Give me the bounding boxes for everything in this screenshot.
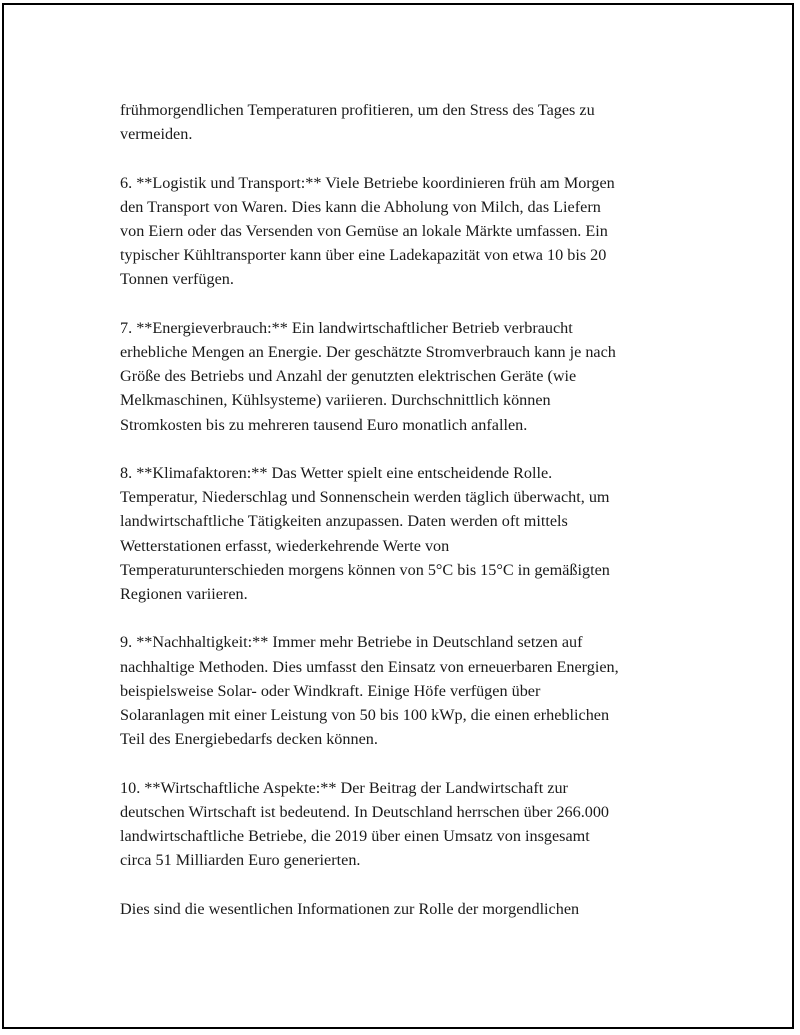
- paragraph-nachhaltigkeit: 9. **Nachhaltigkeit:** Immer mehr Betriebe in Deutschland setzen auf nachhaltige Methoden. Dies umfasst den Einsatz von erneuerbaren Energien, beispielsweise Solar- oder Windkraft. Einige Höfe verfügen über Solaranlagen mit einer Leistung von 50 bis 100 kWp, die einen erheblichen Teil des Energiebedarfs decken können.: [120, 633, 619, 749]
- paragraph-wirtschaft: 10. **Wirtschaftliche Aspekte:** Der Beitrag der Landwirtschaft zur deutschen Wirtschaft ist bedeutend. In Deutschland herrschen über 266.000 landwirtschaftliche Betriebe, die 2019 über einen Umsatz von insgesamt circa 51 Milliarden Euro generierten.: [120, 778, 610, 870]
- paragraph-closing: Dies sind die wesentlichen Informationen zur Rolle der morgendlichen: [120, 899, 580, 918]
- paragraph-energieverbrauch: 7. **Energieverbrauch:** Ein landwirtschaftlicher Betrieb verbraucht erhebliche Mengen an Energie. Der geschätzte Stromverbrauch kann je nach Größe des Betriebs und Anzahl der genutzten elektrischen Geräte (wie Melkmaschinen, Kühlsysteme) variieren. Durchschnittlich können Stromkosten bis zu mehreren tausend Euro monatlich anfallen.: [120, 318, 616, 434]
- paragraph-logistik: 6. **Logistik und Transport:** Viele Betriebe koordinieren früh am Morgen den Transport von Waren. Dies kann die Abholung von Milch, das Liefern von Eiern oder das Versenden von Gemüse an lokale Märkte umfassen. Ein typischer Kühltransporter kann über eine Ladekapazität von etwa 10 bis 20 Tonnen verfügen.: [120, 173, 615, 289]
- paragraph-continuation: frühmorgendlichen Temperaturen profitieren, um den Stress des Tages zu vermeiden.: [120, 101, 595, 144]
- paragraph-klimafaktoren: 8. **Klimafaktoren:** Das Wetter spielt eine entscheidende Rolle. Temperatur, Niederschlag und Sonnenschein werden täglich überwacht, um landwirtschaftliche Tätigkeiten anzupassen. Daten werden oft mittels Wetterstationen erfasst, wiederkehrende Werte von Temperaturunterschieden morgens können von 5°C bis 15°C in gemäßigten Regionen variieren.: [120, 464, 610, 604]
- document-body: [120, 98, 720, 921]
- page-frame: [2, 3, 794, 1029]
